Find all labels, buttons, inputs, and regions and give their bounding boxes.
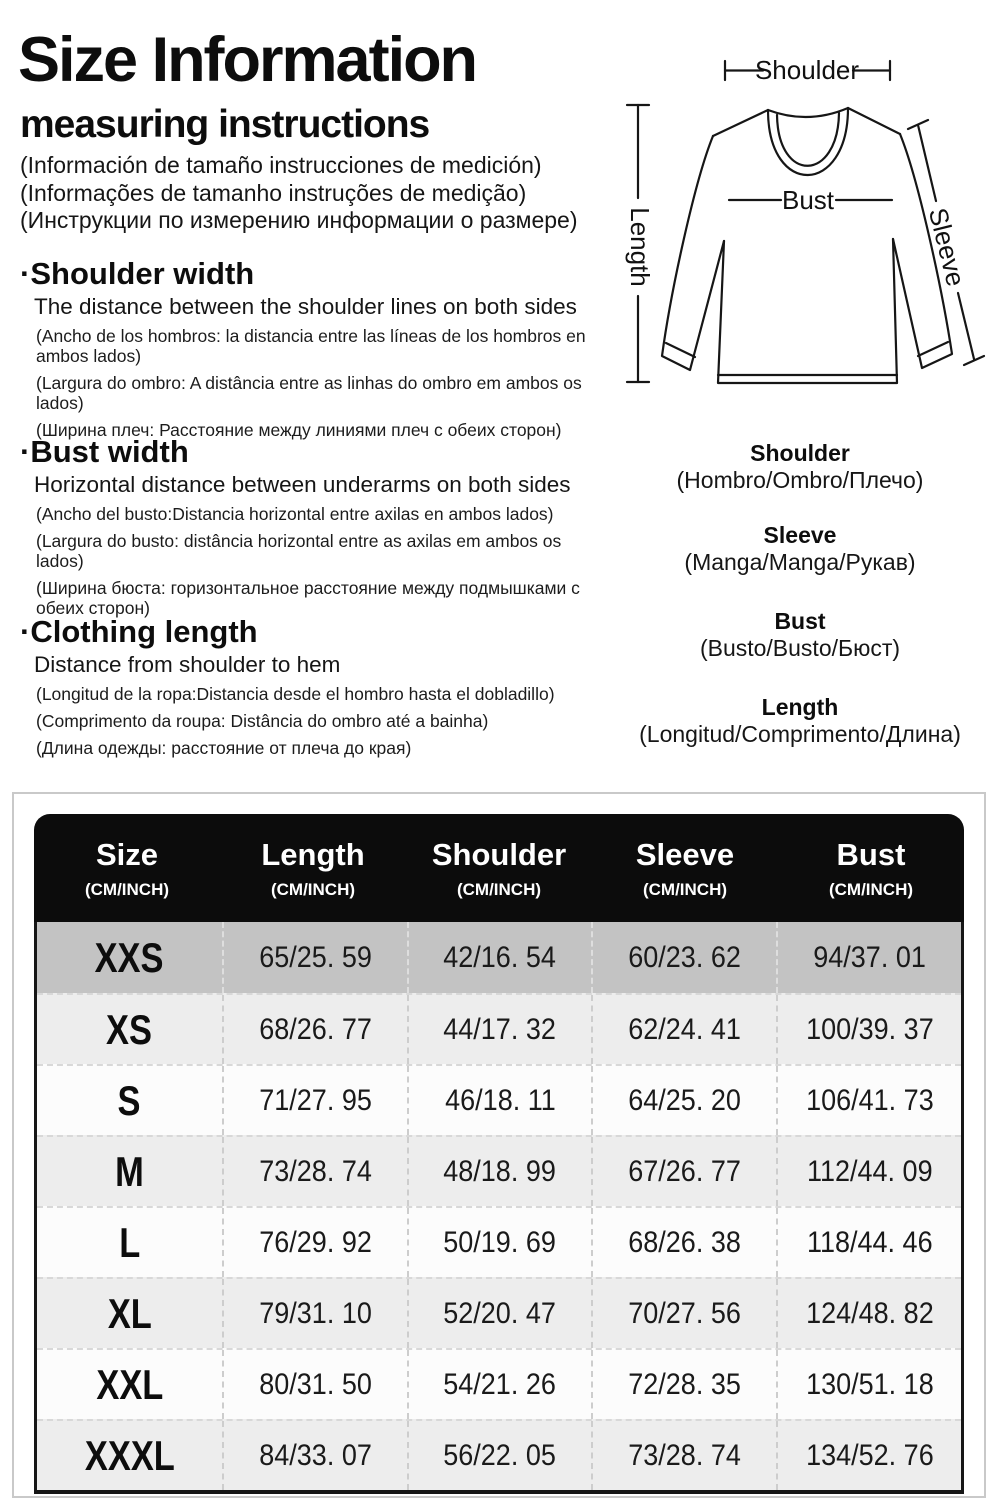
length-value: 76/29. 92 <box>258 1225 372 1259</box>
legend-bust <box>600 608 1000 662</box>
legend-translations: (Hombro/Ombro/Плечо) <box>676 467 924 493</box>
note-ru: (Длина одежды: расстояние от плеча до края) <box>36 738 412 758</box>
legend-term: Bust <box>774 608 826 634</box>
column-unit: (CM/INCH) <box>642 879 728 899</box>
section-bullet: · <box>20 256 31 291</box>
cell-sleeve <box>591 1279 776 1348</box>
shirt-diagram <box>600 28 1000 440</box>
column-header-sleeve <box>592 814 778 922</box>
shoulder-value: 50/19. 69 <box>443 1225 557 1259</box>
table-row-s <box>37 1064 961 1135</box>
section-description: The distance between the shoulder lines on both sides <box>34 294 577 319</box>
legend-sleeve <box>600 522 1000 576</box>
column-unit: (CM/INCH) <box>84 879 170 899</box>
table-row-xl <box>37 1277 961 1348</box>
length-value: 84/33. 07 <box>258 1438 372 1472</box>
cell-length <box>222 1279 407 1348</box>
sleeve-value: 64/25. 20 <box>628 1083 742 1117</box>
bust-value: 118/44. 46 <box>806 1225 933 1259</box>
column-header-size <box>34 814 220 922</box>
size-value: L <box>118 1218 140 1266</box>
legend-term: Sleeve <box>763 522 837 548</box>
shirt-outline <box>662 108 952 383</box>
cell-sleeve <box>591 995 776 1064</box>
size-table-container <box>12 792 986 1498</box>
bust-value: 130/51. 18 <box>805 1367 934 1401</box>
cell-size <box>37 1137 222 1206</box>
sleeve-value: 68/26. 38 <box>628 1225 742 1259</box>
subtitle-translation-ru: (Инструкции по измерению информации о размере) <box>20 207 578 233</box>
sleeve-value: 67/26. 77 <box>628 1154 742 1188</box>
table-header-row <box>34 814 964 922</box>
legend-translations: (Busto/Busto/Бюст) <box>699 635 901 661</box>
note-ru: (Ширина плеч: Расстояние между линиями плеч с обеих сторон) <box>36 420 562 440</box>
note-ru: (Ширина бюста: горизонтальное расстояние между подмышками с обеих сторон) <box>36 578 580 618</box>
cell-sleeve <box>591 922 776 993</box>
bust-value: 134/52. 76 <box>805 1438 934 1472</box>
length-value: 80/31. 50 <box>258 1367 372 1401</box>
length-value: 73/28. 74 <box>258 1154 372 1188</box>
cell-shoulder <box>407 1208 592 1277</box>
subtitle-translation-es: (Información de tamaño instrucciones de medición) <box>20 152 542 178</box>
diagram-length-label: Length <box>625 207 655 287</box>
cell-size <box>37 1066 222 1135</box>
section-bust-width <box>20 434 605 618</box>
cell-bust <box>776 1066 961 1135</box>
cell-bust <box>776 922 961 993</box>
cell-shoulder <box>407 1350 592 1419</box>
cell-bust <box>776 1350 961 1419</box>
cell-shoulder <box>407 1137 592 1206</box>
size-value: S <box>117 1076 141 1124</box>
table-body <box>34 922 964 1494</box>
column-header-shoulder <box>406 814 592 922</box>
cell-sleeve <box>591 1350 776 1419</box>
section-description: Distance from shoulder to hem <box>34 652 341 677</box>
cell-size <box>37 922 222 993</box>
cell-sleeve <box>591 1066 776 1135</box>
cell-sleeve <box>591 1208 776 1277</box>
cell-bust <box>776 1279 961 1348</box>
section-title-text: Bust width <box>30 434 189 469</box>
sleeve-value: 60/23. 62 <box>628 940 742 974</box>
section-title <box>20 256 605 292</box>
length-value: 71/27. 95 <box>258 1083 372 1117</box>
bust-value: 100/39. 37 <box>805 1012 934 1046</box>
column-label: Bust <box>836 836 906 872</box>
note-es: (Ancho del busto:Distancia horizontal entre axilas en ambos lados) <box>36 504 554 524</box>
column-label: Shoulder <box>431 836 567 872</box>
bust-value: 106/41. 73 <box>805 1083 934 1117</box>
size-value: M <box>115 1147 144 1195</box>
legend-translations: (Manga/Manga/Рукав) <box>684 549 916 575</box>
table-row-xxs <box>37 922 961 993</box>
legend-term: Shoulder <box>750 440 850 466</box>
section-clothing-length <box>20 614 605 758</box>
bust-value: 124/48. 82 <box>805 1296 934 1330</box>
sleeve-value: 70/27. 56 <box>628 1296 742 1330</box>
table-row-xxl <box>37 1348 961 1419</box>
length-value: 79/31. 10 <box>258 1296 372 1330</box>
section-title <box>20 614 605 650</box>
table-row-xs <box>37 993 961 1064</box>
diagram-shoulder-label: Shoulder <box>754 55 860 85</box>
cell-size <box>37 1208 222 1277</box>
cell-bust <box>776 1421 961 1490</box>
shoulder-value: 46/18. 11 <box>444 1083 556 1117</box>
cell-shoulder <box>407 1066 592 1135</box>
shoulder-value: 56/22. 05 <box>443 1438 557 1472</box>
cell-length <box>222 1350 407 1419</box>
size-value: XL <box>107 1289 152 1337</box>
shoulder-value: 48/18. 99 <box>443 1154 557 1188</box>
section-title-text: Shoulder width <box>30 256 255 291</box>
cell-bust <box>776 995 961 1064</box>
table-row-m <box>37 1135 961 1206</box>
cell-shoulder <box>407 1421 592 1490</box>
length-value: 68/26. 77 <box>258 1012 372 1046</box>
section-notes <box>36 326 605 440</box>
note-es: (Ancho de los hombros: la distancia entre las líneas de los hombros en ambos lados) <box>36 326 586 366</box>
length-value: 65/25. 59 <box>258 940 372 974</box>
cell-size <box>37 1350 222 1419</box>
cell-length <box>222 1208 407 1277</box>
size-value: XS <box>106 1005 153 1053</box>
shoulder-value: 42/16. 54 <box>443 940 557 974</box>
cell-length <box>222 1137 407 1206</box>
section-description: Horizontal distance between underarms on both sides <box>34 472 571 497</box>
page-title: Size Information <box>18 25 477 95</box>
cell-length <box>222 922 407 993</box>
shoulder-value: 52/20. 47 <box>443 1296 557 1330</box>
section-bullet: · <box>20 614 31 649</box>
legend-length <box>600 694 1000 748</box>
legend-shoulder <box>600 440 1000 494</box>
size-value: XXL <box>95 1360 163 1408</box>
diagram-sleeve-label: Sleeve <box>922 204 972 290</box>
column-label: Sleeve <box>635 836 735 872</box>
note-es: (Longitud de la ropa:Distancia desde el hombro hasta el dobladillo) <box>36 684 555 704</box>
size-table <box>34 814 964 1494</box>
cell-sleeve <box>591 1137 776 1206</box>
note-pt: (Largura do busto: distância horizontal entre as axilas em ambos os lados) <box>36 531 562 571</box>
column-header-length <box>220 814 406 922</box>
sleeve-value: 72/28. 35 <box>628 1367 742 1401</box>
cell-length <box>222 995 407 1064</box>
diagram-bust-label: Bust <box>781 185 835 215</box>
cell-size <box>37 1279 222 1348</box>
cell-length <box>222 1066 407 1135</box>
subtitle-translations <box>20 152 578 235</box>
note-pt: (Comprimento da roupa: Distância do ombro até a bainha) <box>36 711 489 731</box>
cell-size <box>37 1421 222 1490</box>
column-header-bust <box>778 814 964 922</box>
column-label: Length <box>261 836 365 872</box>
section-bullet: · <box>20 434 31 469</box>
cell-length <box>222 1421 407 1490</box>
subtitle-translation-pt: (Informações de tamanho instruções de medição) <box>20 179 527 206</box>
page-subtitle: measuring instructions <box>20 103 430 146</box>
column-unit: (CM/INCH) <box>270 879 356 899</box>
bust-value: 94/37. 01 <box>813 940 926 974</box>
cell-size <box>37 995 222 1064</box>
shoulder-value: 44/17. 32 <box>443 1012 557 1046</box>
sleeve-value: 73/28. 74 <box>628 1438 742 1472</box>
section-shoulder-width <box>20 256 605 440</box>
table-row-l <box>37 1206 961 1277</box>
size-value: XXXL <box>84 1431 175 1479</box>
shoulder-value: 54/21. 26 <box>443 1367 557 1401</box>
cell-sleeve <box>591 1421 776 1490</box>
cell-shoulder <box>407 922 592 993</box>
cell-bust <box>776 1137 961 1206</box>
column-label: Size <box>95 836 159 872</box>
column-unit: (CM/INCH) <box>828 879 914 899</box>
cell-shoulder <box>407 1279 592 1348</box>
cell-shoulder <box>407 995 592 1064</box>
bust-value: 112/44. 09 <box>806 1154 933 1188</box>
table-row-xxxl <box>37 1419 961 1490</box>
size-value: XXS <box>94 933 164 981</box>
sleeve-value: 62/24. 41 <box>628 1012 742 1046</box>
section-notes <box>36 684 605 758</box>
legend-translations: (Longitud/Comprimento/Длина) <box>639 721 961 747</box>
section-notes <box>36 504 605 618</box>
section-title <box>20 434 605 470</box>
column-unit: (CM/INCH) <box>456 879 542 899</box>
legend-term: Length <box>761 694 839 720</box>
note-pt: (Largura do ombro: A distância entre as linhas do ombro em ambos os lados) <box>36 373 582 413</box>
section-title-text: Clothing length <box>30 614 258 649</box>
cell-bust <box>776 1208 961 1277</box>
